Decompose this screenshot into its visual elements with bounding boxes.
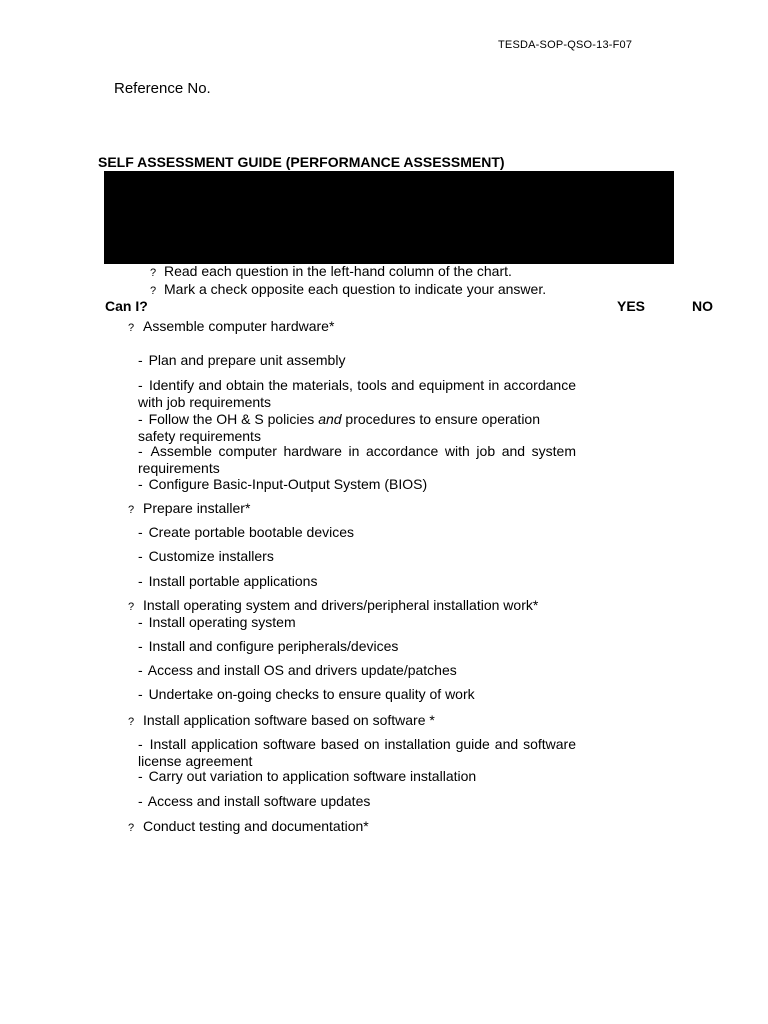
checklist-item: - Assemble computer hardware in accordance with job and system requirements [138,443,576,476]
checklist-item: - Carry out variation to application software installation [138,768,477,784]
question-mark-icon: ? [128,601,135,613]
competency-heading [128,500,250,516]
checklist-item: - Install operating system [138,614,296,630]
competency-title: Assemble computer hardware* [143,318,335,334]
instruction-text: Read each question in the left-hand column of the chart. [164,263,512,279]
question-mark-icon: ? [150,267,157,279]
competency-title: Conduct testing and documentation* [143,818,369,834]
competency-title: Install operating system and drivers/peripheral installation work* [143,597,539,613]
column-header-yes: YES [617,298,646,314]
instruction-item [150,263,512,279]
question-mark-icon: ? [150,285,157,297]
competency-heading [128,318,334,334]
checklist-item: - Configure Basic-Input-Output System (BIOS) [138,476,428,492]
column-header-no: NO [692,298,713,314]
instruction-text: Mark a check opposite each question to indicate your answer. [164,281,547,297]
checklist-item: - Identify and obtain the materials, tools and equipment in accordance with job requirements [138,377,576,410]
document-title: SELF ASSESSMENT GUIDE (PERFORMANCE ASSESSMENT) [98,154,505,170]
checklist-item: - Access and install OS and drivers update/patches [138,662,457,678]
form-code: TESDA-SOP-QSO-13-F07 [498,39,633,51]
instruction-item [150,281,546,297]
competency-title: Prepare installer* [143,500,251,516]
checklist-item: - Plan and prepare unit assembly [138,352,346,368]
redaction-block [104,171,674,264]
checklist-item: - Install portable applications [138,573,318,589]
checklist-item: - Access and install software updates [138,793,371,809]
column-header-question: Can I? [105,298,148,314]
question-mark-icon: ? [128,822,135,834]
competency-heading [128,597,538,613]
checklist-item: - Follow the OH & S policies and procedures to ensure operation safety requirements [138,411,541,444]
checklist-item: - Create portable bootable devices [138,524,355,540]
question-mark-icon: ? [128,322,135,334]
question-mark-icon: ? [128,716,135,728]
checklist-item: - Install application software based on installation guide and software license agreement [138,736,576,769]
checklist-item: - Undertake on-going checks to ensure quality of work [138,686,475,702]
competency-heading [128,712,435,728]
reference-number-label: Reference No. [114,80,211,97]
question-mark-icon: ? [128,504,135,516]
checklist-item: - Install and configure peripherals/devices [138,638,399,654]
competency-title: Install application software based on software * [143,712,435,728]
competency-heading [128,818,369,834]
checklist-item: - Customize installers [138,548,274,564]
